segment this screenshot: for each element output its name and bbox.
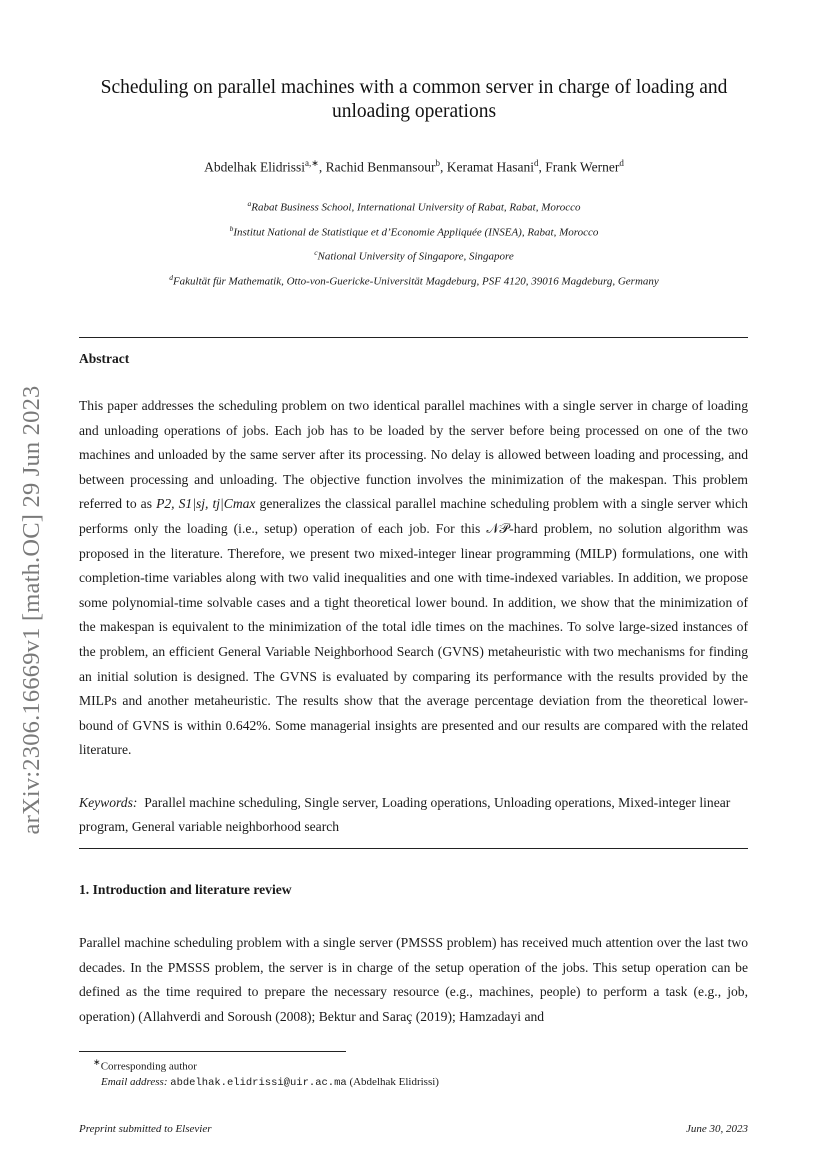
- affiliation: [80, 247, 748, 272]
- email-address[interactable]: abdelhak.elidrissi@uir.ac.ma: [170, 1076, 347, 1089]
- footnotes: [79, 1055, 439, 1091]
- author-list: Abdelhak Elidrissi$^{a,∗}$, Rachid Benmansour$^b$, Keramat Hasani$^d$, Frank Werner$^d$: [204, 158, 624, 175]
- problem-notation: P2, S1|sj, tj|Cmax: [156, 496, 256, 512]
- affiliations: [80, 198, 748, 296]
- np-symbol: 𝒩𝒫: [486, 520, 510, 536]
- abstract-bottom-rule: [79, 848, 748, 849]
- keywords-text: Parallel machine scheduling, Single server, Loading operations, Unloading operations, Mixed-integer linear program, General variable neighborhood search: [79, 795, 731, 834]
- footer-date: June 30, 2023: [685, 1123, 748, 1135]
- affiliation: [80, 223, 748, 248]
- footnote-corresponding: [79, 1055, 439, 1075]
- keywords-label: Keywords:: [79, 795, 138, 810]
- footer-preprint: Preprint submitted to Elsevier: [79, 1123, 212, 1135]
- abstract-text: generalizes the classical parallel machine scheduling problem with a single server which performs only the loading (i.e., setup) operation of each job. For this: [79, 496, 748, 536]
- affiliation-sup: d: [169, 272, 173, 282]
- author-sup: a,∗: [305, 158, 319, 168]
- affiliation-sup: b: [229, 223, 234, 233]
- abstract-text: -hard problem, no solution algorithm was proposed in the literature. Therefore, we present two mixed-integer linear programming (MILP) formulations, one with completion-time variables along with two valid inequalities and one with time-indexed variables. In addition, we propose some polynomial-time solvable cases and a tight theoretical lower bound. In addition, we show that the minimization of the makespan is equivalent to the minimization of the total idle times on the machines. To solve large-sized instances of the problem, an efficient General Variable Neighborhood Search (GVNS) metaheuristic with two mechanisms for finding an initial solution is designed. The GVNS is evaluated by comparing its performance with the results provided by the MILPs and another metaheuristic. The results show that the average percentage deviation from the theoretical lower-bound of GVNS is within 0.642%. Some managerial insights are presented and our results are compared with the related literature.: [79, 520, 748, 758]
- affiliation-text: Fakultät für Mathematik, Otto-von-Guericke-Universität Magdeburg, PSF 4120, 39016 Magdeburg, Germany: [172, 275, 659, 288]
- paper-title: Scheduling on parallel machines with a common server in charge of loading and unloading operations: [100, 77, 728, 122]
- section-heading: 1. Introduction and literature review: [79, 882, 292, 897]
- author-name: Keramat Hasani: [446, 159, 535, 175]
- author-name: Frank Werner: [545, 159, 620, 175]
- author-name: Abdelhak Elidrissi: [204, 159, 306, 175]
- abstract-top-rule: [79, 337, 748, 338]
- abstract-body: [79, 394, 748, 763]
- intro-paragraph: Parallel machine scheduling problem with a single server (PMSSS problem) has received much attention over the last two decades. In the PMSSS problem, the server is in charge of the setup operation of the jobs. This setup operation can be defined as the time required to prepare the necessary resource (e.g., machines, people) to perform a task (e.g., job, operation) (Allahverdi and Soroush (2008); Bektur and Saraç (2019); Hamzadayi and: [79, 935, 748, 1024]
- footnote-text: Corresponding author: [100, 1060, 197, 1073]
- affiliation: [80, 272, 748, 297]
- author-sup: d: [619, 158, 624, 168]
- footnote-email: [79, 1075, 439, 1091]
- affiliation-sup: a: [247, 199, 252, 208]
- email-name: (Abdelhak Elidrissi): [349, 1075, 439, 1088]
- email-label: Email address:: [101, 1075, 168, 1088]
- footnote-mark: ∗: [93, 1057, 101, 1067]
- footnote-rule: [79, 1051, 346, 1052]
- arxiv-stamp-text: arXiv:2306.16669v1 [math.OC] 29 Jun 2023: [18, 385, 45, 835]
- affiliation-text: National University of Singapore, Singapore: [317, 250, 514, 263]
- abstract-heading: Abstract: [79, 351, 130, 366]
- affiliation-sup: c: [314, 248, 318, 257]
- abstract-text: This paper addresses the scheduling problem on two identical parallel machines with a single server in charge of loading and unloading operations of jobs. Each job has to be loaded by the server before being processed on one of the two machines and unloaded by the same server after its processing. No delay is allowed between loading and processing, and between processing and unloading. The objective function involves the minimization of the makespan. This problem referred to as: [79, 398, 748, 512]
- arxiv-stamp: [12, 345, 52, 875]
- author-sup: b: [435, 158, 440, 168]
- affiliation-text: Institut National de Statistique et d’Economie Appliquée (INSEA), Rabat, Morocco: [233, 226, 599, 239]
- affiliation: [80, 198, 748, 223]
- author-name: Rachid Benmansour: [325, 159, 436, 175]
- affiliation-text: Rabat Business School, International University of Rabat, Rabat, Morocco: [251, 201, 581, 214]
- author-sup: d: [534, 158, 539, 168]
- keywords: [79, 791, 748, 839]
